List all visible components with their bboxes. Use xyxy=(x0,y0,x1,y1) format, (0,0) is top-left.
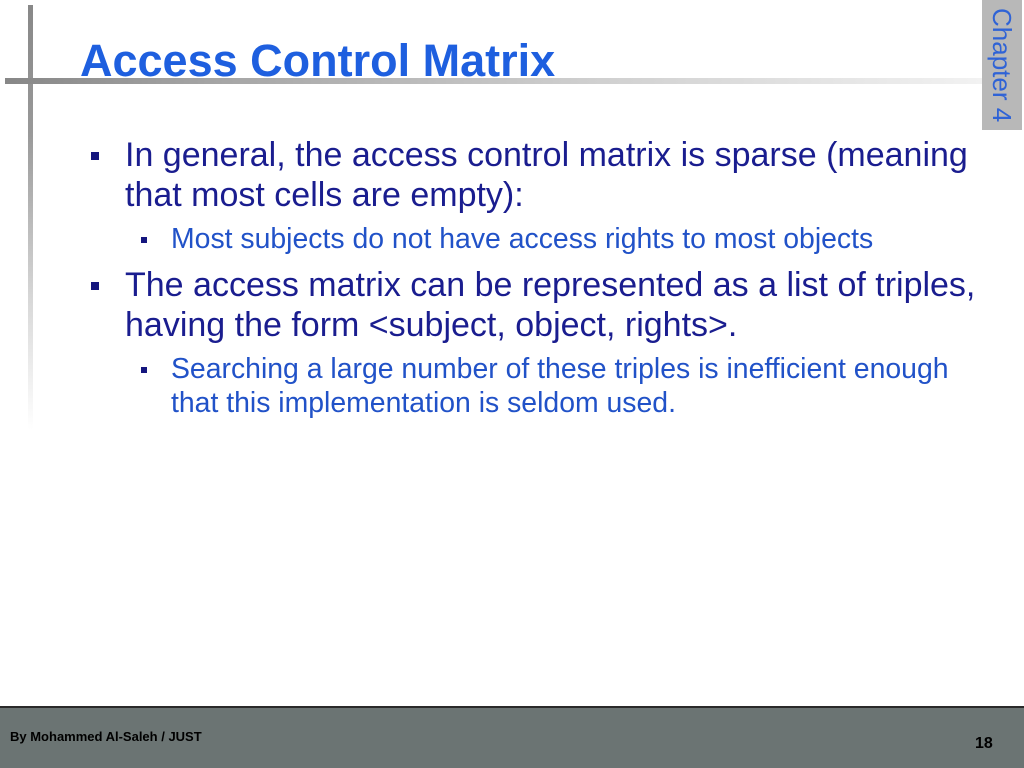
square-sub-bullet-icon xyxy=(141,237,147,243)
page-number: 18 xyxy=(975,735,993,752)
footer xyxy=(0,706,1024,768)
bullet-item xyxy=(0,135,995,215)
sub-bullet-text: Most subjects do not have access rights to most objects xyxy=(171,223,874,255)
chapter-tab-label: Chapter 4 xyxy=(987,8,1017,123)
sub-bullet-item xyxy=(0,352,971,420)
footer-author: By Mohammed Al-Saleh / JUST xyxy=(10,729,202,744)
chapter-tab xyxy=(982,0,1022,130)
bullet-text: In general, the access control matrix is sparse (meaning that most cells are empty): xyxy=(125,136,968,214)
sub-bullet-text: Searching a large number of these triples is inefficient enough that this implementation is seldom used. xyxy=(171,353,949,419)
footer-divider xyxy=(0,706,1024,708)
bullet-item xyxy=(0,265,995,345)
square-bullet-icon xyxy=(91,282,99,290)
sub-bullet-item xyxy=(0,222,971,256)
square-bullet-icon xyxy=(91,152,99,160)
bullet-text: The access matrix can be represented as a list of triples, having the form <subject, object, rights>. xyxy=(125,266,976,344)
square-sub-bullet-icon xyxy=(141,367,147,373)
slide-title: Access Control Matrix xyxy=(80,35,556,86)
bullet-list xyxy=(0,135,1024,420)
